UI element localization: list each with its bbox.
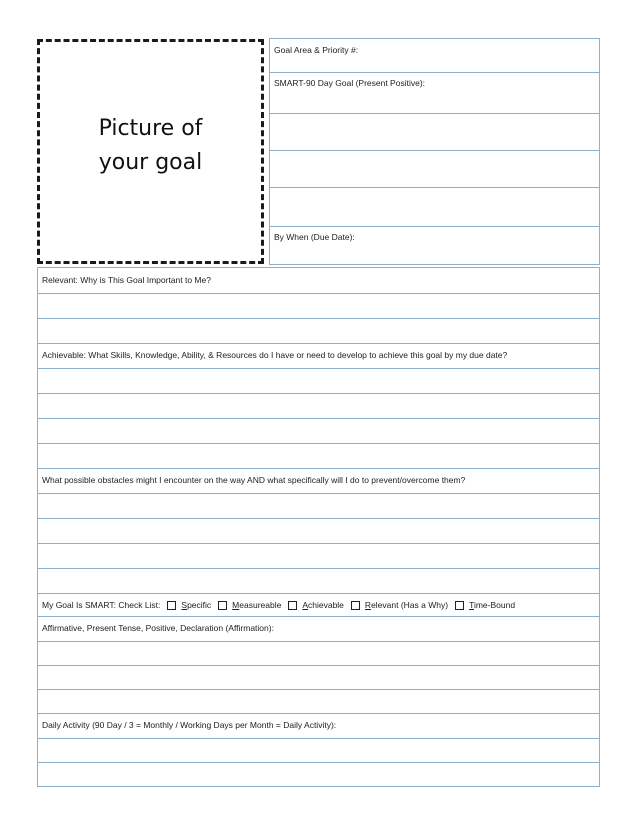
achievable-blank-row[interactable] [38,393,599,419]
smart-goal-label: SMART-90 Day Goal (Present Positive): [274,78,426,88]
relevant-initial: R [364,600,372,610]
timebound-checkbox[interactable] [455,601,464,610]
smart-goal-blank-row[interactable] [270,150,599,188]
achievable-blank-row[interactable] [38,418,599,444]
affirmative-blank-row[interactable] [38,641,599,666]
achievable-blank-row[interactable] [38,443,599,469]
relevant-checkbox[interactable] [351,601,360,610]
timebound-option [469,600,515,610]
smart-goal-blank-row[interactable] [270,113,599,151]
picture-text-line1: Picture of [98,116,203,141]
goal-picture-placeholder[interactable] [37,39,264,264]
worksheet-table [37,267,600,787]
obstacles-blank-row[interactable] [38,543,599,569]
affirmative-header-row [38,616,599,642]
smart-checklist [42,600,515,610]
daily-activity-label: Daily Activity (90 Day / 3 = Monthly / Working Days per Month = Daily Activity): [42,720,337,730]
obstacles-label: What possible obstacles might I encounter on the way AND what specifically will I do to prevent/overcome them? [42,475,466,485]
obstacles-blank-row[interactable] [38,518,599,544]
daily-activity-header-row [38,713,599,739]
due-date-row[interactable] [270,226,599,264]
picture-placeholder-text [40,112,261,180]
smart-checklist-row [38,593,599,617]
affirmative-label: Affirmative, Present Tense, Positive, Declaration (Affirmation): [42,623,274,633]
achievable-rest: chievable [308,600,344,610]
affirmative-blank-row[interactable] [38,665,599,690]
obstacles-blank-row[interactable] [38,568,599,594]
specific-rest: pecific [187,600,212,610]
achievable-header-row [38,343,599,369]
relevant-blank-row[interactable] [38,293,599,319]
relevant-rest: elevant (Has a Why) [371,600,449,610]
daily-activity-blank-row[interactable] [38,762,599,786]
goal-area-label: Goal Area & Priority #: [274,45,359,55]
achievable-blank-row[interactable] [38,368,599,394]
goal-area-row[interactable] [270,39,599,73]
affirmative-blank-row[interactable] [38,689,599,714]
specific-checkbox[interactable] [167,601,176,610]
measureable-option [232,600,281,610]
achievable-label: Achievable: What Skills, Knowledge, Ability, & Resources do I have or need to develop to achieve this goal by my due date? [42,350,508,360]
obstacles-blank-row[interactable] [38,493,599,519]
picture-text-line2: your goal [98,150,203,175]
smart-goal-row[interactable] [270,72,599,114]
relevant-label: Relevant: Why is This Goal Important to Me? [42,275,211,285]
daily-activity-blank-row[interactable] [38,738,599,763]
achievable-option [302,600,344,610]
obstacles-header-row [38,468,599,494]
measureable-rest: easureable [239,600,282,610]
goal-info-table [269,38,600,265]
relevant-header-row [38,268,599,294]
measureable-initial: M [232,600,240,610]
achievable-initial: A [302,600,308,610]
relevant-blank-row[interactable] [38,318,599,344]
achievable-checkbox[interactable] [288,601,297,610]
specific-initial: S [181,600,188,610]
due-date-label: By When (Due Date): [274,232,355,242]
smart-goal-blank-row[interactable] [270,187,599,227]
measureable-checkbox[interactable] [218,601,227,610]
specific-option [181,600,211,610]
relevant-option [365,600,448,610]
smart-checklist-prefix: My Goal Is SMART: Check List: [42,600,161,610]
timebound-rest: ime-Bound [473,600,516,610]
timebound-initial: T [469,600,474,610]
